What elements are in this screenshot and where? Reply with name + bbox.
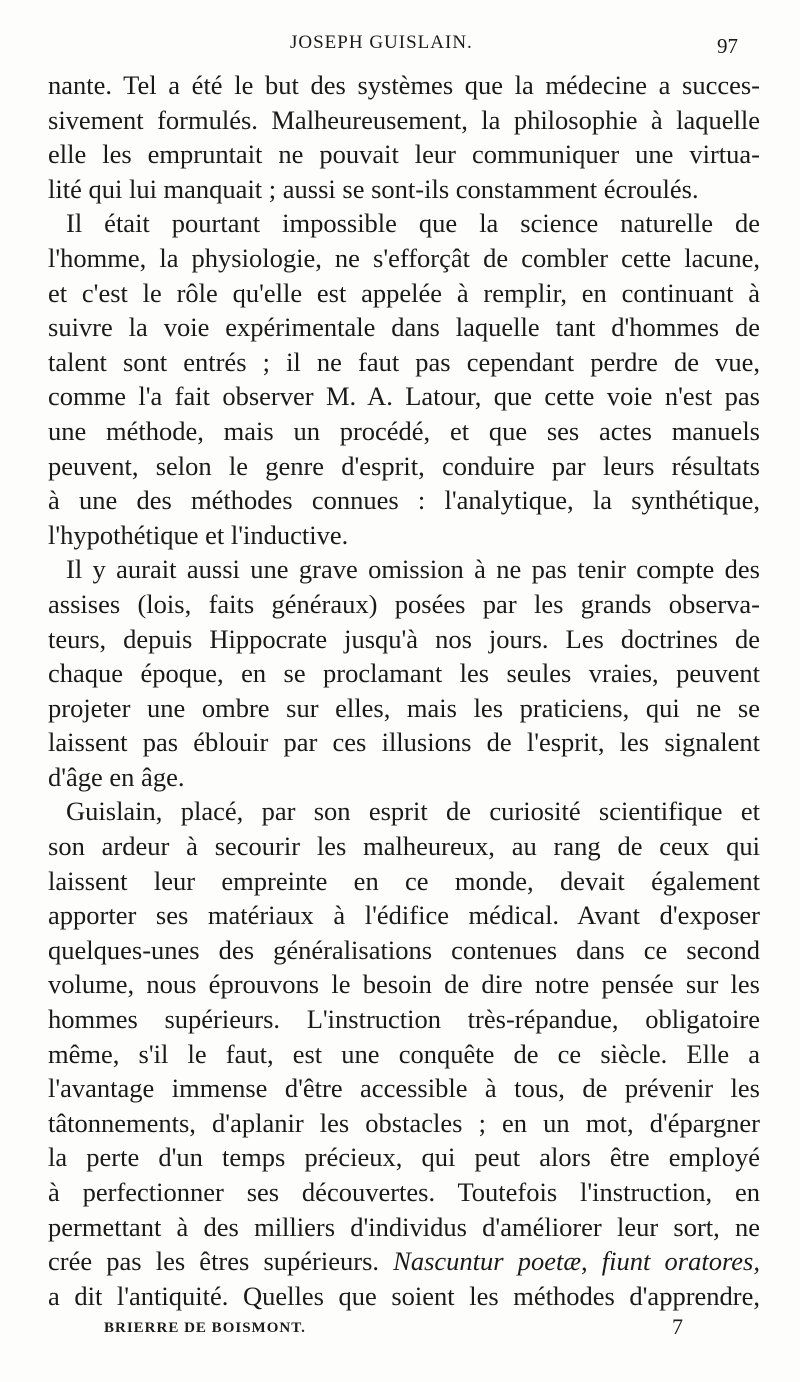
text-line: assises (lois, faits généraux) posées par les grands observa-	[48, 588, 760, 619]
sheet-number: 7	[672, 1314, 683, 1339]
text-line: l'homme, la physiologie, ne s'efforçât de combler cette lacune,	[48, 242, 760, 273]
text-line: quelques-unes des généralisations contenues dans ce second	[48, 934, 760, 965]
text-line: son ardeur à secourir les malheureux, au rang de ceux qui	[48, 831, 760, 862]
text-line: nante. Tel a été le but des systèmes que la médecine a succes-	[48, 70, 760, 100]
text-line: comme l'a fait observer M. A. Latour, que cette voie n'est pas	[48, 381, 760, 412]
running-title: JOSEPH GUISLAIN.	[290, 32, 473, 53]
text-line: laissent pas éblouir par ces illusions de l'esprit, les signalent	[48, 727, 760, 758]
text-line: Guislain, placé, par son esprit de curiosité scientifique et	[66, 796, 760, 827]
text-line: apporter ses matériaux à l'édifice médical. Avant d'exposer	[48, 900, 760, 931]
text-line: même, s'il le faut, est une conquête de ce siècle. Elle a	[48, 1038, 760, 1069]
text-line: projeter une ombre sur elles, mais les praticiens, qui ne se	[48, 692, 760, 723]
text-line: la perte d'un temps précieux, qui peut alors être employé	[48, 1142, 760, 1173]
text-line: permettant à des milliers d'individus d'améliorer leur sort, ne	[48, 1211, 760, 1242]
text-line: Il y aurait aussi une grave omission à ne pas tenir compte des	[66, 554, 760, 585]
text-line: lité qui lui manquait ; aussi se sont-ils constamment écroulés.	[48, 173, 699, 204]
paragraph	[48, 794, 760, 1313]
paragraph	[48, 206, 760, 552]
text-line: talent sont entrés ; il ne faut pas cependant perdre de vue,	[48, 346, 760, 377]
body-text	[48, 68, 760, 1313]
text-line: volume, nous éprouvons le besoin de dire notre pensée sur les	[48, 969, 760, 1000]
text-line: Il était pourtant impossible que la science naturelle de	[66, 208, 760, 239]
page-footer	[0, 1314, 800, 1350]
text-line: une méthode, mais un procédé, et que ses actes manuels	[48, 415, 760, 446]
text-line: l'avantage immense d'être accessible à tous, de prévenir les	[48, 1073, 760, 1104]
paragraph	[48, 552, 760, 794]
text-line: a dit l'antiquité. Quelles que soient les méthodes d'apprendre,	[48, 1280, 760, 1311]
text-segment: crée pas les êtres supérieurs.	[48, 1246, 380, 1277]
text-line: tâtonnements, d'aplanir les obstacles ; en un mot, d'épargner	[48, 1107, 760, 1138]
text-line: hommes supérieurs. L'instruction très-répandue, obligatoire	[48, 1004, 760, 1035]
text-line: chaque époque, en se proclamant les seules vraies, peuvent	[48, 658, 760, 689]
text-line: suivre la voie expérimentale dans laquelle tant d'hommes de	[48, 312, 760, 343]
text-line: peuvent, selon le genre d'esprit, conduire par leurs résultats	[48, 450, 760, 481]
text-line: et c'est le rôle qu'elle est appelée à remplir, en continuant à	[48, 277, 760, 308]
text-line: elle les empruntait ne pouvait leur communiquer une virtua-	[48, 139, 760, 170]
page-number: 97	[717, 34, 738, 58]
text-line: teurs, depuis Hippocrate jusqu'à nos jours. Les doctrines de	[48, 623, 760, 654]
running-head	[0, 32, 800, 62]
text-line: d'âge en âge.	[48, 761, 185, 792]
text-line: l'hypothétique et l'inductive.	[48, 519, 349, 550]
printer-signature-mark: BRIERRE DE BOISMONT.	[104, 1320, 306, 1336]
text-line: sivement formulés. Malheureusement, la philosophie à laquelle	[48, 104, 760, 135]
text-line-with-quote	[48, 1244, 760, 1279]
text-line: à une des méthodes connues : l'analytique, la synthétique,	[48, 485, 760, 516]
text-line: à perfectionner ses découvertes. Toutefois l'instruction, en	[48, 1177, 760, 1207]
latin-quote: Nascuntur poetæ, fiunt oratores,	[393, 1246, 760, 1277]
paragraph	[48, 68, 760, 206]
text-line: laissent leur empreinte en ce monde, devait également	[48, 865, 760, 896]
